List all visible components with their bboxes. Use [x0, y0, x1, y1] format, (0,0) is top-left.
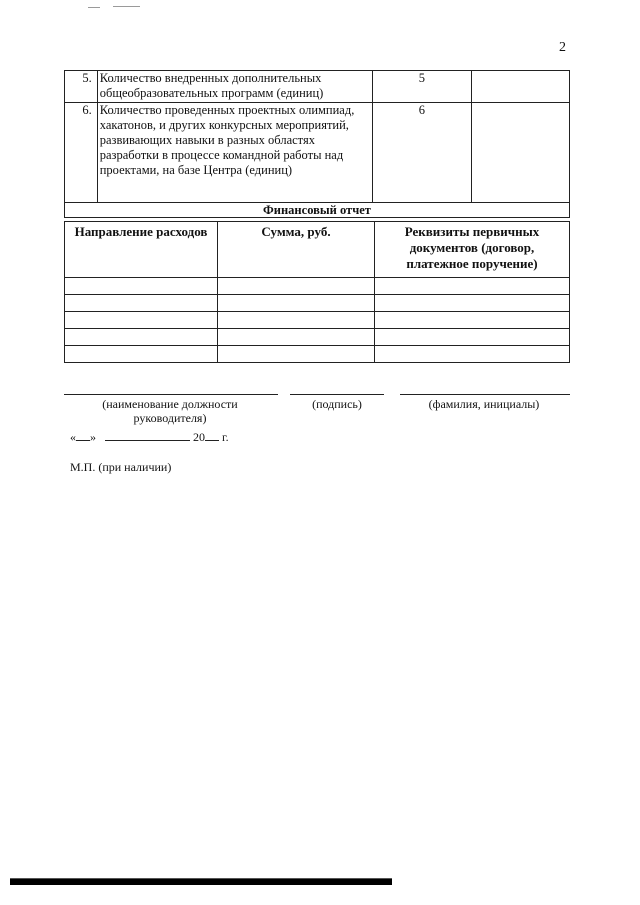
table-cell [65, 346, 218, 363]
finance-title-row [65, 203, 570, 218]
table-row [65, 71, 570, 103]
page-number: 2 [559, 40, 566, 55]
table-cell [375, 346, 570, 363]
year-blank [205, 429, 219, 441]
table-row [65, 103, 570, 203]
table-cell [218, 295, 375, 312]
indicator-fact [471, 71, 569, 103]
table-cell [65, 329, 218, 346]
month-blank [105, 429, 190, 441]
signature-line [290, 394, 384, 395]
row-number: 6. [65, 103, 98, 203]
indicator-fact [471, 103, 569, 203]
date-line [70, 429, 229, 445]
finance-table [64, 221, 570, 363]
position-line [64, 394, 278, 395]
table-cell [218, 278, 375, 295]
indicator-value: 5 [373, 71, 471, 103]
indicator-text: Количество проведенных проектных олимпиад, хакатонов, и других конкурсных мероприятий, развивающих навыки в разных областях разработки в процессе командной работы над проектами, на базе Центра (единиц) [97, 103, 372, 203]
table-cell [218, 329, 375, 346]
year-suffix: г. [222, 430, 229, 444]
scan-edge-bar [10, 878, 392, 885]
table-cell [65, 278, 218, 295]
table-row [65, 346, 570, 363]
scan-artifact [113, 6, 140, 7]
finance-title: Финансовый отчет [65, 203, 570, 218]
table-cell [218, 346, 375, 363]
table-cell [218, 312, 375, 329]
table-cell [375, 278, 570, 295]
table-cell [65, 295, 218, 312]
table-row [65, 295, 570, 312]
day-blank [76, 429, 90, 441]
scan-artifact [88, 7, 100, 8]
date-close-quote: » [90, 430, 96, 444]
indicators-table [64, 70, 570, 218]
header-docs: Реквизиты первичных документов (договор, платежное поручение) [375, 222, 570, 278]
date-open-quote: « [70, 430, 76, 444]
table-cell [375, 295, 570, 312]
position-caption: (наименование должности руководителя) [102, 397, 238, 425]
name-line [400, 394, 570, 395]
table-cell [65, 312, 218, 329]
header-direction: Направление расходов [65, 222, 218, 278]
row-number: 5. [65, 71, 98, 103]
year-prefix: 20 [193, 430, 205, 444]
table-row [65, 278, 570, 295]
signature-caption: (подпись) [312, 397, 362, 411]
table-cell [375, 329, 570, 346]
name-caption: (фамилия, инициалы) [428, 397, 540, 411]
table-cell [375, 312, 570, 329]
indicator-text: Количество внедренных дополнительных общеобразовательных программ (единиц) [97, 71, 372, 103]
header-sum: Сумма, руб. [218, 222, 375, 278]
indicator-value: 6 [373, 103, 471, 203]
table-row [65, 329, 570, 346]
finance-header-row [65, 222, 570, 278]
table-row [65, 312, 570, 329]
stamp-note: М.П. (при наличии) [70, 460, 172, 474]
